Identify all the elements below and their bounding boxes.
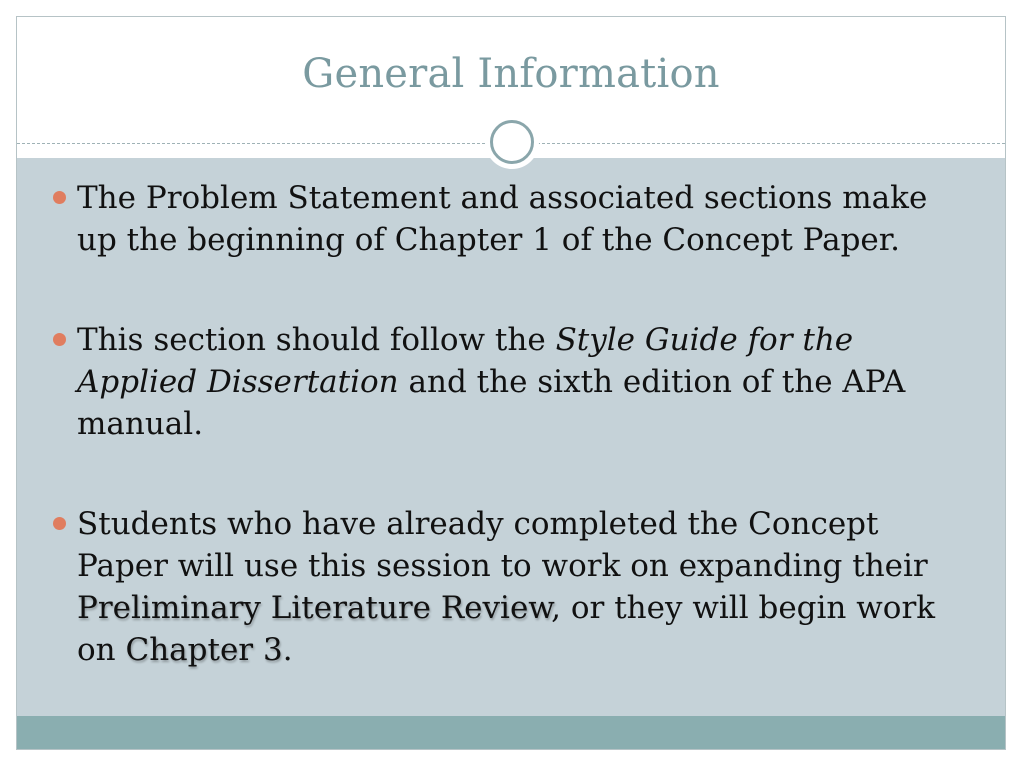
bullet-item-2 [47, 319, 947, 445]
circle-ornament-icon [485, 115, 539, 169]
bullet-3-text-middle: , or they will begin work on [77, 590, 936, 668]
preliminary-literature-review-link[interactable]: Preliminary Literature Review [77, 590, 552, 626]
bullet-1-text: The Problem Statement and associated sections make up the beginning of Chapter 1 of the Concept Paper. [77, 180, 928, 258]
ornament-ring [490, 120, 534, 164]
bullet-list [47, 177, 947, 729]
bullet-2-text-after: and the sixth edition of the APA manual. [77, 364, 906, 442]
bullet-dot-icon [53, 191, 66, 204]
chapter-3-link[interactable]: Chapter 3 [125, 632, 283, 668]
bullet-dot-icon [53, 517, 66, 530]
bullet-2-text-before: This section should follow the [77, 322, 556, 358]
footer-bar [17, 716, 1005, 750]
bullet-3-text-after: . [282, 632, 293, 668]
bullet-item-1 [47, 177, 947, 261]
bullet-dot-icon [53, 333, 66, 346]
bullet-item-3 [47, 503, 947, 671]
slide-title: General Information [302, 51, 720, 97]
bullet-3-text-before: Students who have already completed the Concept Paper will use this session to work on expanding their [77, 506, 928, 584]
slide [16, 16, 1006, 750]
style-guide-title: Style Guide for the Applied Dissertation [77, 322, 854, 400]
